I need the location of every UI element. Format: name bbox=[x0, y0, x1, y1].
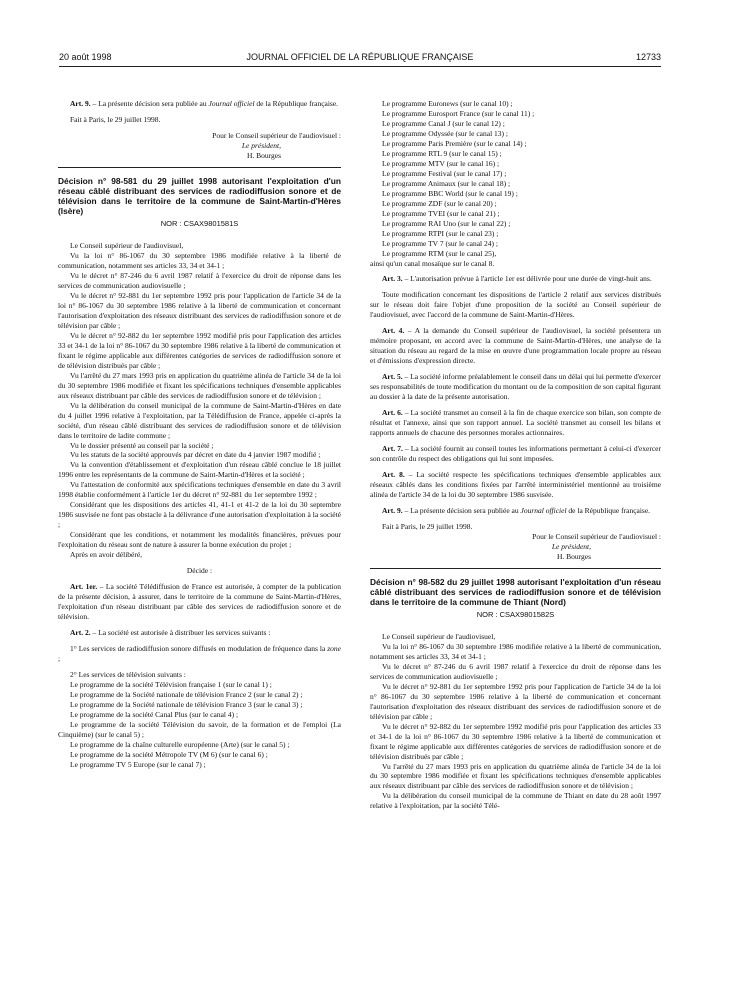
left-pour: Pour le Conseil supérieur de l'audiovisuel : bbox=[212, 130, 341, 140]
programme-item: Le programme Festival (sur le canal 17) ; bbox=[382, 168, 507, 178]
right-articles bbox=[370, 274, 661, 505]
right-art9 bbox=[370, 506, 661, 516]
right-fait: Fait à Paris, le 29 juillet 1998. bbox=[382, 521, 473, 531]
right-separator bbox=[370, 568, 661, 569]
programme-item: Le programme de la Société nationale de télévision France 3 (sur le canal 3) ; bbox=[70, 699, 303, 709]
right-considerants bbox=[370, 632, 661, 811]
left-art9 bbox=[58, 99, 341, 109]
right-art9-label: Art. 9. bbox=[382, 505, 403, 515]
article-label: Art. 3. bbox=[382, 274, 403, 284]
programme-item: Le programme de la société Métropole TV (M 6) (sur le canal 6) ; bbox=[70, 749, 268, 759]
article-paragraph bbox=[370, 326, 661, 366]
left-art1 bbox=[58, 582, 341, 622]
programme-item: Le programme Eurosport France (sur le canal 11) ; bbox=[382, 108, 535, 118]
programme-item: Le programme de la Société nationale de télévision France 2 (sur le canal 2) ; bbox=[70, 689, 303, 699]
article-label: Art. 5. bbox=[382, 372, 403, 382]
article-paragraph bbox=[370, 444, 661, 464]
programme-item: Le programme de la société Canal Plus (sur le canal 4) ; bbox=[70, 709, 239, 719]
right-programmes-list bbox=[370, 99, 661, 259]
considerant-paragraph: Vu le décret n° 92-881 du 1er septembre 1992 pris pour l'application de l'article 34 de la loi n° 86-1067 du 30 septembre 1986 relative à la liberté de communication et concernant l'autorisation d'exploitation des réseaux distribuant des services de radiodiffusion sonore et de télévision par câble ; bbox=[58, 290, 341, 330]
article-text: – La société informe préalablement le conseil dans un délai qui lui permette d'exercer ses responsabilités de toute modification du montant ou de la composition de son capital figurant au dossier à la date de la présente autorisation. bbox=[370, 372, 661, 402]
considerant-paragraph: Vu les statuts de la société approuvés par décret en date du 4 janvier 1987 modifié ; bbox=[70, 450, 321, 460]
considerant-paragraph: Considérant que les dispositions des articles 41, 41-1 et 41-2 de la loi du 30 septembre 1986 susvisée ne font pas obstacle à la délivrance d'une autorisation d'exploitation à la société ; bbox=[58, 500, 341, 530]
header-page-number: 12733 bbox=[635, 52, 661, 62]
article-paragraph bbox=[370, 470, 661, 500]
left-separator bbox=[58, 167, 341, 168]
left-art2-text: – La société est autorisée à distribuer les services suivants : bbox=[90, 627, 271, 637]
programme-item: Le programme Euronews (sur le canal 10) ; bbox=[382, 99, 513, 108]
considerant-paragraph: Le Conseil supérieur de l'audiovisuel, bbox=[70, 241, 184, 251]
article-text: – La société transmet au conseil à la fin de chaque exercice son bilan, son compte de résultat et l'annexe, ainsi que son rapport annuel. La société transmet au conseil les bilans et rapports annuels de chacune des personnes morales actionnaires. bbox=[370, 408, 661, 438]
programme-item: Le programme Animaux (sur le canal 18) ; bbox=[382, 178, 511, 188]
programme-item: Le programme TV 7 (sur le canal 24) ; bbox=[382, 238, 498, 248]
right-art9-jo: Journal officiel bbox=[520, 505, 567, 515]
right-art9-text-end: de la République française. bbox=[566, 505, 651, 515]
left-art9-text-end: de la République française. bbox=[254, 99, 339, 108]
article-label: Art. 4. bbox=[382, 326, 405, 336]
left-considerants bbox=[58, 241, 341, 560]
left-art2-label: Art. 2. bbox=[70, 627, 91, 637]
header-title: JOURNAL OFFICIEL DE LA RÉPUBLIQUE FRANÇAISE bbox=[246, 52, 474, 62]
considerant-paragraph: Vu le décret n° 92-881 du 1er septembre 1992 pris pour l'application de l'article 34 de la loi n° 86-1067 du 30 septembre 1986 relative à la liberté de communication et concernant l'autorisation d'exploitation des réseaux distribuant des services de radiodiffusion sonore et de télévision par câble ; bbox=[370, 681, 661, 721]
considerant-paragraph: Vu la délibération du conseil municipal de la commune de Thiant en date du 28 août 1997 relative à l'exploitation, par la société Télé- bbox=[370, 791, 661, 811]
article-paragraph bbox=[370, 372, 661, 402]
right-signature: H. Bourges bbox=[556, 551, 591, 561]
left-nor: NOR : CSAX9801581S bbox=[160, 219, 239, 229]
header-rule bbox=[59, 66, 661, 67]
programme-item: Le programme RAI Uno (sur le canal 22) ; bbox=[382, 218, 511, 228]
considerant-paragraph: Vu le décret n° 92-882 du 1er septembre 1992 modifié pris pour l'application des articles 33 et 34-1 de la loi n° 86-1067 du 30 septembre 1986 relative à la liberté de communication et fixant le régime applicable aux différentes catégories de services de radiodiffusion sonore et de télévision distribués par câble ; bbox=[58, 330, 341, 370]
article-paragraph bbox=[370, 290, 661, 320]
programme-item: Le programme ZDF (sur le canal 20) ; bbox=[382, 198, 497, 208]
left-art9-text: – La présente décision sera publiée au bbox=[90, 99, 209, 108]
considerant-paragraph: Vu le dossier présenté au conseil par la société ; bbox=[70, 440, 214, 450]
left-item1 bbox=[58, 644, 341, 664]
programme-item: Le programme de la société Télévision française 1 (sur le canal 1) ; bbox=[70, 679, 272, 689]
considerant-paragraph: Vu l'arrêté du 27 mars 1993 pris en application du quatrième alinéa de l'article 34 de la loi du 30 septembre 1986 modifiée et fixant les spécifications techniques d'ensemble applicables aux réseaux distribuant par câble des services de radiodiffusion sonore et de télévision ; bbox=[370, 761, 661, 791]
right-nor: NOR : CSAX9801582S bbox=[476, 609, 555, 619]
header-date: 20 août 1998 bbox=[59, 52, 112, 62]
right-column bbox=[370, 99, 661, 811]
left-art2 bbox=[58, 628, 341, 638]
article-text: – L'autorisation prévue à l'article 1er est délivrée pour une durée de vingt-huit ans. bbox=[402, 274, 652, 284]
considerant-paragraph: Vu la loi n° 86-1067 du 30 septembre 1986 modifiée relative à la liberté de communication, notamment ses articles 33, 34 et 34-1 ; bbox=[58, 251, 341, 271]
left-programmes-list bbox=[58, 680, 341, 770]
left-decide: Décide : bbox=[186, 566, 213, 576]
considerant-paragraph: Vu la délibération du conseil municipal de la commune de Saint-Martin-d'Hères en date du 4 juillet 1996 relative à l'exploitation, par la Télédiffusion de France, appelée ci-après la société, d'un réseau câblé distribuant des services de radiodiffusion sonore et de télévision dans le territoire de ladite commune ; bbox=[58, 400, 341, 440]
considerant-paragraph: Le Conseil supérieur de l'audiovisuel, bbox=[382, 631, 496, 641]
left-column bbox=[58, 99, 341, 770]
page-header bbox=[59, 52, 661, 66]
article-text: Toute modification concernant les dispositions de l'article 2 relatif aux services distribués sur le réseau doit faire l'objet d'une proposition de la société au Conseil supérieur de l'audiovisuel, avec l'accord de la commune de Saint-Martin-d'Hères. bbox=[370, 290, 661, 320]
programme-item: Le programme BBC World (sur le canal 19) ; bbox=[382, 188, 518, 198]
article-label: Art. 8. bbox=[382, 469, 405, 479]
left-signature: H. Bourges bbox=[246, 150, 281, 160]
article-text: – A la demande du Conseil supérieur de l'audiovisuel, la société présentera un mémoire proposant, en accord avec la commune de Saint-Martin-d'Hères, une analyse de la situation du réseau au regard de la mise en œuvre d'une programmation locale propre au réseau et d'émissions d'expression directe. bbox=[370, 326, 661, 366]
right-art9-text: – La présente décision sera publiée au bbox=[402, 505, 521, 515]
left-art1-label: Art. 1er. bbox=[70, 582, 98, 592]
programme-item: Le programme de la société Télévision du savoir, de la formation et de l'emploi (La Cinquième) (sur le canal 5) ; bbox=[58, 719, 341, 739]
left-item1-text: 1° Les services de radiodiffusion sonore diffusés en modulation de fréquence dans la bbox=[70, 643, 328, 653]
left-item1-end: ; bbox=[58, 653, 61, 663]
programme-item: Le programme RTPI (sur le canal 23) ; bbox=[382, 228, 499, 238]
considerant-paragraph: Vu la convention d'établissement et d'exploitation d'un réseau câblé conclue le 18 juillet 1996 entre les représentants de la commune de Saint-Martin-d'Hères et la société ; bbox=[58, 460, 341, 480]
left-fait: Fait à Paris, le 29 juillet 1998. bbox=[70, 114, 161, 124]
left-item2: 2° Les services de télévision suivants : bbox=[70, 669, 186, 679]
programme-item: Le programme MTV (sur le canal 16) ; bbox=[382, 158, 500, 168]
left-decision-title: Décision n° 98-581 du 29 juillet 1998 autorisant l'exploitation d'un réseau câblé distribuant des services de radiodiffusion sonore et de télévision dans le territoire de la commune de Saint-Martin-d'Hères (Isère) bbox=[58, 175, 341, 217]
article-text: – La société fournit au conseil toutes les informations permettant à celui-ci d'exercer son contrôle du respect des obligations qui lui sont imposées. bbox=[370, 444, 661, 463]
left-art9-label: Art. 9. bbox=[70, 99, 91, 108]
right-pour: Pour le Conseil supérieur de l'audiovisuel : bbox=[532, 531, 661, 541]
programme-item: Le programme TV 5 Europe (sur le canal 7) ; bbox=[70, 759, 206, 769]
considerant-paragraph: Après en avoir délibéré, bbox=[70, 550, 143, 560]
considerant-paragraph: Vu le décret n° 87-246 du 6 avril 1987 relatif à l'exercice du droit de réponse dans les services de communication audiovisuelle ; bbox=[58, 271, 341, 290]
article-paragraph bbox=[370, 408, 661, 438]
programme-item: Le programme Paris Première (sur le canal 14) ; bbox=[382, 138, 527, 148]
considerant-paragraph: Vu la loi n° 86-1067 du 30 septembre 1986 modifiée relative à la liberté de communication, notamment ses articles 33, 34 et 34-1 ; bbox=[370, 641, 661, 661]
right-mosaique: ainsi qu'un canal mosaïque sur le canal 8. bbox=[370, 258, 495, 268]
left-art1-text: – La société Télédiffusion de France est autorisée, à compter de la publication de la présente décision, à assurer, dans le territoire de la commune de Saint-Martin-d'Hères, l'exploitation d'un réseau distribuant par câble des services de radiodiffusion sonore et de télévision. bbox=[58, 582, 341, 621]
article-text: – La société respecte les spécifications techniques d'ensemble applicables aux réseaux câblés dans les conditions fixées par l'arrêté interministériel mentionné au troisième alinéa de l'article 34 de la loi du 30 septembre 1986 susvisée. bbox=[370, 469, 661, 499]
programme-item: Le programme RTM (sur le canal 25), bbox=[382, 248, 497, 258]
left-president: Le président, bbox=[241, 140, 281, 150]
article-paragraph bbox=[370, 274, 661, 284]
considerant-paragraph: Considérant que les conditions, et notamment les modalités financières, prévues pour l'exploitation du réseau sont de nature à assurer la bonne exécution du projet ; bbox=[58, 530, 341, 550]
considerant-paragraph: Vu l'attestation de conformité aux spécifications techniques d'ensemble en date du 3 avril 1998 établie conformément à l'article 1er du décret n° 92-881 du 1er septembre 1992 ; bbox=[58, 480, 341, 500]
programme-item: Le programme Odyssée (sur le canal 13) ; bbox=[382, 128, 508, 138]
programme-item: Le programme TVEI (sur le canal 21) ; bbox=[382, 208, 500, 218]
article-label: Art. 7. bbox=[382, 444, 403, 454]
considerant-paragraph: Vu l'arrêté du 27 mars 1993 pris en application du quatrième alinéa de l'article 34 de la loi du 30 septembre 1986 modifiée et fixant les spécifications techniques d'ensemble applicables aux réseaux distribuant par câble des services de radiodiffusion sonore et de télévision ; bbox=[58, 370, 341, 400]
considerant-paragraph: Vu le décret n° 87-246 du 6 avril 1987 relatif à l'exercice du droit de réponse dans les services de communication audiovisuelle ; bbox=[370, 661, 661, 681]
considerant-paragraph: Vu le décret n° 92-882 du 1er septembre 1992 modifié pris pour l'application des articles 33 et 34-1 de la loi n° 86-1067 du 30 septembre 1986 relative à la liberté de communication et fixant le régime applicable aux différentes catégories de services de radiodiffusion sonore et de télévision distribués par câble ; bbox=[370, 721, 661, 761]
right-decision-title: Décision n° 98-582 du 29 juillet 1998 autorisant l'exploitation d'un réseau câblé distribuant des services de radiodiffusion sonore et de télévision dans le territoire de la commune de Thiant (Nord) bbox=[370, 576, 661, 607]
left-item1-zone: zone bbox=[327, 643, 341, 653]
article-label: Art. 6. bbox=[382, 408, 403, 418]
left-art9-jo: Journal officiel bbox=[208, 99, 255, 108]
programme-item: Le programme Canal J (sur le canal 12) ; bbox=[382, 118, 505, 128]
right-president: Le président, bbox=[551, 541, 591, 551]
programme-item: Le programme RTL 9 (sur le canal 15) ; bbox=[382, 148, 502, 158]
programme-item: Le programme de la chaîne culturelle européenne (Arte) (sur le canal 5) ; bbox=[70, 739, 290, 749]
